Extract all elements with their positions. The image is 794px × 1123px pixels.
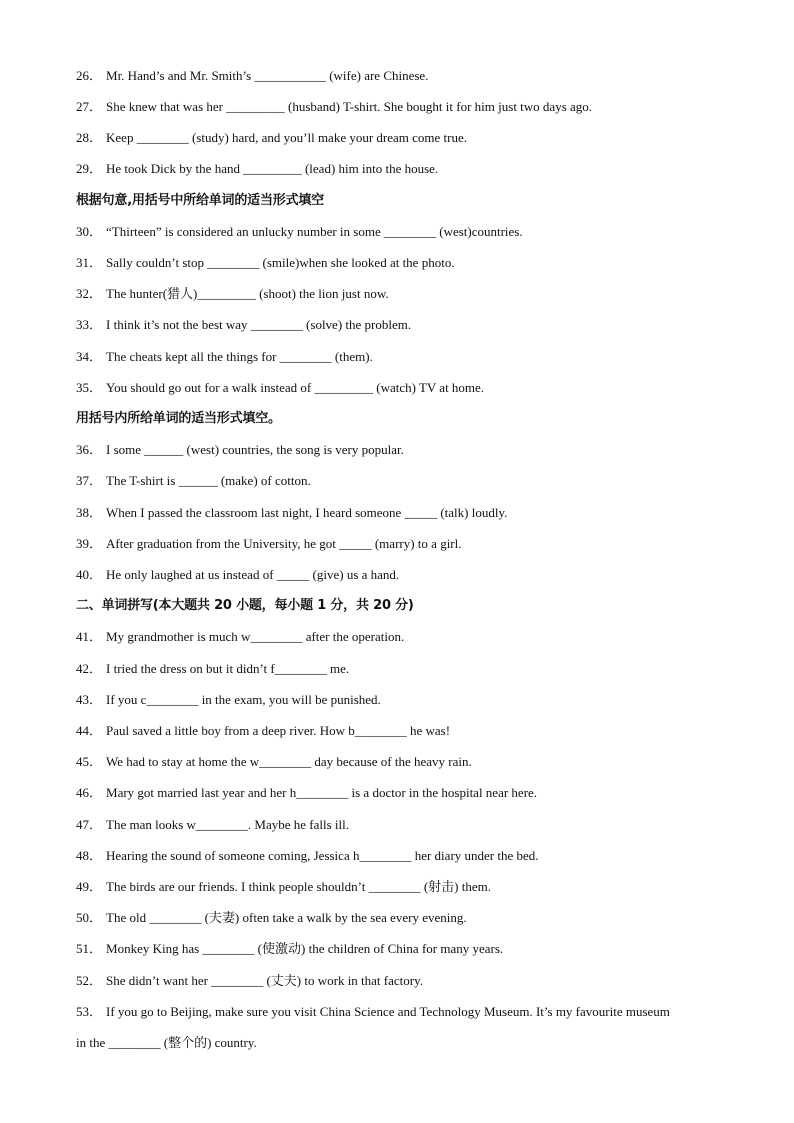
question-44 <box>76 723 734 739</box>
question-text: “Thirteen” is considered an unlucky number in some ________ (west)countries. <box>106 224 523 239</box>
question-number: 42． <box>76 661 103 676</box>
question-51 <box>76 941 734 957</box>
question-33 <box>76 317 734 333</box>
question-number: 48． <box>76 848 103 863</box>
question-text: Sally couldn’t stop ________ (smile)when she looked at the photo. <box>106 255 455 270</box>
question-text: The old ________ (夫妻) often take a walk by the sea every evening. <box>106 910 467 925</box>
question-number: 40． <box>76 567 103 582</box>
question-number: 28． <box>76 130 103 145</box>
question-text: If you go to Beijing, make sure you visit China Science and Technology Museum. It’s my favourite museum <box>106 1004 670 1019</box>
question-52 <box>76 973 734 989</box>
question-number: 46． <box>76 785 103 800</box>
question-text: The hunter(猎人)_________ (shoot) the lion just now. <box>106 286 389 301</box>
question-text: After graduation from the University, he got _____ (marry) to a girl. <box>106 536 462 551</box>
question-31 <box>76 255 734 271</box>
question-number: 36． <box>76 442 103 457</box>
question-text: Hearing the sound of someone coming, Jessica h________ her diary under the bed. <box>106 848 539 863</box>
question-text: I some ______ (west) countries, the song is very popular. <box>106 442 404 457</box>
question-text: My grandmother is much w________ after the operation. <box>106 629 405 644</box>
question-number: 41． <box>76 629 103 644</box>
question-32 <box>76 286 734 302</box>
question-number: 50． <box>76 910 103 925</box>
question-number: 44． <box>76 723 103 738</box>
question-number: 52． <box>76 973 103 988</box>
question-number: 51． <box>76 941 103 956</box>
section-heading-2: 用括号内所给单词的适当形式填空。 <box>76 411 281 426</box>
section-heading-3: 二、单词拼写(本大题共 20 小题，每小题 1 分，共 20 分) <box>76 598 414 613</box>
question-text: If you c________ in the exam, you will be punished. <box>106 692 381 707</box>
question-text: Paul saved a little boy from a deep river. How b________ he was! <box>106 723 451 738</box>
question-49 <box>76 879 734 895</box>
question-number: 26． <box>76 68 103 83</box>
question-text: We had to stay at home the w________ day because of the heavy rain. <box>106 754 472 769</box>
question-48 <box>76 848 734 864</box>
question-text: The T-shirt is ______ (make) of cotton. <box>106 473 311 488</box>
question-text: He took Dick by the hand _________ (lead) him into the house. <box>106 161 439 176</box>
question-text: The birds are our friends. I think people shouldn’t ________ (射击) them. <box>106 879 492 894</box>
question-text: The cheats kept all the things for ________ (them). <box>106 349 373 364</box>
question-28 <box>76 130 734 146</box>
question-53 <box>76 1004 734 1020</box>
question-text: He only laughed at us instead of _____ (give) us a hand. <box>106 567 400 582</box>
question-number: 43． <box>76 692 103 707</box>
question-text: She knew that was her _________ (husband) T-shirt. She bought it for him just two days ago. <box>106 99 593 114</box>
question-38 <box>76 505 734 521</box>
question-41 <box>76 629 734 645</box>
question-text: I think it’s not the best way ________ (solve) the problem. <box>106 317 412 332</box>
question-30 <box>76 224 734 240</box>
section-heading-1: 根据句意,用括号中所给单词的适当形式填空 <box>76 193 324 208</box>
question-53-continuation: in the ________ (整个的) country. <box>76 1035 257 1050</box>
question-46 <box>76 785 734 801</box>
question-number: 32． <box>76 286 103 301</box>
question-29 <box>76 161 734 177</box>
question-26 <box>76 68 734 84</box>
question-36 <box>76 442 734 458</box>
question-number: 47． <box>76 817 103 832</box>
question-number: 33． <box>76 317 103 332</box>
question-42 <box>76 661 734 677</box>
question-number: 30． <box>76 224 103 239</box>
question-text: I tried the dress on but it didn’t f________ me. <box>106 661 350 676</box>
question-number: 35． <box>76 380 103 395</box>
question-37 <box>76 473 734 489</box>
question-number: 27． <box>76 99 103 114</box>
question-number: 49． <box>76 879 103 894</box>
question-text: The man looks w________. Maybe he falls ill. <box>106 817 350 832</box>
question-39 <box>76 536 734 552</box>
question-text: You should go out for a walk instead of _________ (watch) TV at home. <box>106 380 485 395</box>
question-45 <box>76 754 734 770</box>
question-27 <box>76 99 734 115</box>
question-47 <box>76 817 734 833</box>
question-number: 34． <box>76 349 103 364</box>
question-35 <box>76 380 734 396</box>
question-number: 31． <box>76 255 103 270</box>
question-text: Keep ________ (study) hard, and you’ll make your dream come true. <box>106 130 468 145</box>
question-text: Monkey King has ________ (使激动) the children of China for many years. <box>106 941 504 956</box>
question-number: 29． <box>76 161 103 176</box>
question-number: 37． <box>76 473 103 488</box>
question-number: 39． <box>76 536 103 551</box>
question-43 <box>76 692 734 708</box>
question-text: Mary got married last year and her h________ is a doctor in the hospital near here. <box>106 785 538 800</box>
question-text: Mr. Hand’s and Mr. Smith’s ___________ (wife) are Chinese. <box>106 68 429 83</box>
question-number: 53． <box>76 1004 103 1019</box>
question-number: 38． <box>76 505 103 520</box>
question-text: When I passed the classroom last night, I heard someone _____ (talk) loudly. <box>106 505 508 520</box>
question-number: 45． <box>76 754 103 769</box>
question-40 <box>76 567 734 583</box>
question-text: She didn’t want her ________ (丈夫) to work in that factory. <box>106 973 424 988</box>
question-34 <box>76 349 734 365</box>
question-50 <box>76 910 734 926</box>
